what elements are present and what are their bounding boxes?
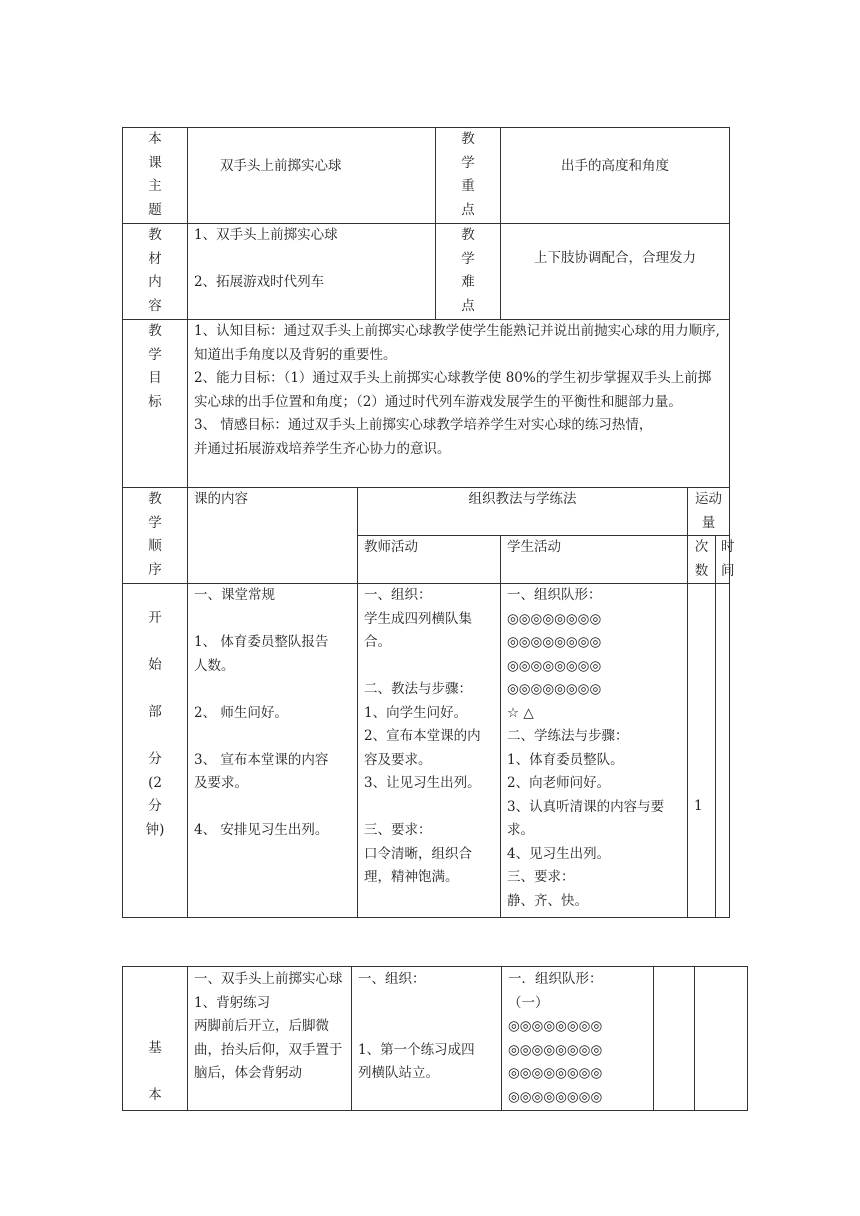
time-header: 时间 [716, 536, 730, 584]
material-item: 2、拓展游戏时代列车 [194, 273, 325, 290]
goals-text: 1、认知目标：通过双手头上前掷实心球教学使学生能熟记并说出前抛实心球的用力顺序,知道出手角度以及背躬的重要性。 2、能力目标：（1）通过双手头上前掷实心球教学使 80%的学生初步掌握双手头上前掷实心球的出手位置和角度；（2）通过时代列车游戏发展学生的平衡性和腿部力量。 3、 情感目标：通过双手头上前掷实心球教学培养学生对实心球的练习热情， 并通过拓展游戏培养学生齐心协力的意识。 [188, 320, 730, 488]
material-label: 教 材 内 容 [123, 224, 188, 320]
start-times: 1 [688, 584, 716, 918]
difficulty-label: 教 学 难 点 [436, 224, 501, 320]
order-label: 教 学 顺 序 [123, 488, 188, 584]
start-time [716, 584, 730, 918]
basic-content: 一、双手头上前掷实心球 1、背躬练习 两脚前后开立，后脚微曲，抬头后仰，双手置于脑后，体会背躬动 [188, 967, 352, 1111]
topic-label: 本 课 主 题 [123, 128, 188, 224]
key-point-label: 教 学 重 点 [436, 128, 501, 224]
lesson-plan-table-continued [122, 966, 748, 1111]
exercise-header: 运动量 [688, 488, 730, 536]
key-point-value: 出手的高度和角度 [501, 128, 730, 224]
start-student-activity: 一、组织队形： ◎◎◎◎◎◎◎◎ ◎◎◎◎◎◎◎◎ ◎◎◎◎◎◎◎◎ ◎◎◎◎◎◎◎◎ ☆ △ 二、学练法与步骤： 1、体育委员整队。 2、向老师问好。 3、认真听清课的内容与要求。 4、见习生出列。 三、要求： 静、齐、快。 [501, 584, 688, 918]
basic-student-activity: 一．组织队形： （一） ◎◎◎◎◎◎◎◎ ◎◎◎◎◎◎◎◎ ◎◎◎◎◎◎◎◎ ◎◎◎◎◎◎◎◎ [502, 967, 654, 1111]
material-item: 1、双手头上前掷实心球 [194, 227, 338, 243]
topic-value: 双手头上前掷实心球 [188, 128, 436, 224]
basic-section-label: 基 本 [123, 967, 188, 1111]
start-section-label: 开 始 部 分 (2 分 钟) [123, 584, 188, 918]
basic-time [695, 967, 748, 1111]
content-header: 课的内容 [188, 488, 358, 584]
material-content [188, 224, 436, 320]
difficulty-value: 上下肢协调配合，合理发力 [501, 224, 730, 320]
basic-times [654, 967, 695, 1111]
start-teacher-activity: 一、组织： 学生成四列横队集合。 二、教法与步骤： 1、向学生问好。 2、宣布本堂课的内容及要求。 3、让见习生出列。 三、要求： 口令清晰，组织合理，精神饱满。 [358, 584, 501, 918]
teacher-activity-header: 教师活动 [358, 536, 501, 584]
start-content: 一、课堂常规 1、 体育委员整队报告 人数。 2、 师生问好。 3、 宣布本堂课的内容 及要求。 4、 安排见习生出列。 [188, 584, 358, 918]
student-activity-header: 学生活动 [501, 536, 688, 584]
lesson-plan-table [122, 127, 735, 918]
goals-label: 教 学 目 标 [123, 320, 188, 488]
basic-teacher-activity: 一、组织： 1、第一个练习成四 列横队站立。 [352, 967, 502, 1111]
times-header: 次数 [688, 536, 716, 584]
methods-header: 组织教法与学练法 [358, 488, 688, 536]
